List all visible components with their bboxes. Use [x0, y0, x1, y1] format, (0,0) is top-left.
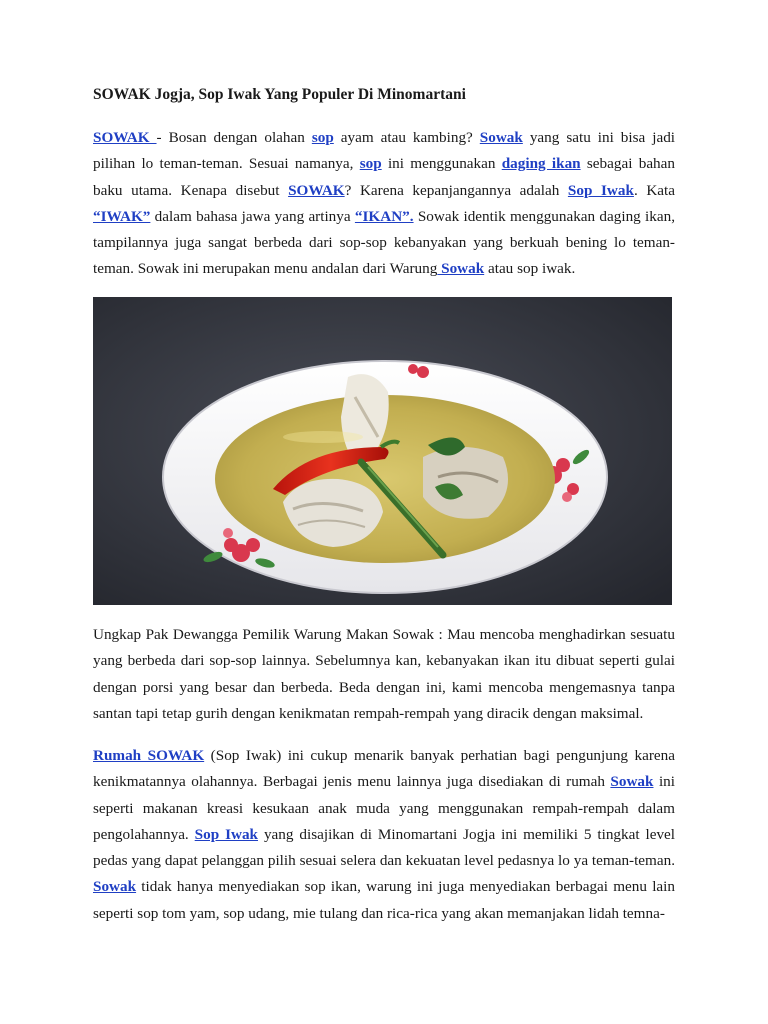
rumah-sowak-paragraph [93, 743, 675, 927]
text-span: ini seperti makanan kreasi kesukaan anak muda yang menggunakan rempah-rempah dalam pengolahannya. [93, 773, 675, 843]
page-title: SOWAK Jogja, Sop Iwak Yang Populer Di Minomartani [93, 86, 466, 103]
intro-paragraph [93, 125, 675, 283]
link-rumah-sowak[interactable]: Rumah SOWAK [93, 747, 205, 764]
text-span: yang satu ini bisa jadi pilihan lo teman-teman. Sesuai namanya, [93, 129, 676, 173]
link-sop-iwak[interactable]: Sop Iwak [567, 181, 634, 199]
fish-soup-bowl-photo [93, 297, 672, 605]
text-span: ayam atau kambing? [333, 129, 480, 146]
link-sowak[interactable]: SOWAK [288, 181, 345, 199]
link-sop[interactable]: sop [311, 129, 334, 146]
link-sowak[interactable]: Sowak [479, 129, 523, 146]
text-span: ini menggunakan [381, 155, 502, 173]
link-iwak[interactable]: “IWAK” [93, 207, 151, 225]
text-span: Sowak identik menggunakan daging ikan, tampilannya juga sangat berbeda dari sop-sop kebanyakan yang berkuah bening lo teman-teman. Sowak ini merupakan menu andalan dari Warung [93, 207, 675, 278]
link-sowak[interactable]: Sowak [93, 878, 137, 896]
text-span: ? Karena kepanjangannya adalah [344, 181, 568, 199]
text-span: sebagai bahan baku utama. Kenapa disebut [93, 155, 675, 199]
link-ikan[interactable]: “IKAN”. [354, 207, 414, 225]
text-span: tidak hanya menyediakan sop ikan, warung ini juga menyediakan berbagai menu lain seperti sop tom yam, sop udang, mie tulang dan rica-rica yang akan memanjakan lidah temna- [93, 878, 675, 922]
link-daging-ikan[interactable]: daging ikan [501, 155, 581, 173]
text-span: - Bosan dengan olahan [156, 129, 312, 146]
text-span: atau sop iwak. [484, 260, 576, 278]
text-span: dalam bahasa jawa yang artinya [150, 207, 355, 225]
text-span: . Kata [633, 181, 676, 199]
link-sowak[interactable]: Sowak [437, 260, 485, 278]
text-span: (Sop Iwak) ini cukup menarik banyak perhatian bagi pengunjung karena kenikmatannya olahannya. Berbagai jenis menu lainnya juga disediakan di rumah [93, 747, 676, 791]
link-sowak[interactable]: SOWAK [93, 129, 157, 146]
fish-piece-right [423, 447, 508, 519]
link-sop-iwak[interactable]: Sop Iwak [194, 825, 259, 843]
text-span: yang disajikan di Minomartani Jogja ini memiliki 5 tingkat level pedas yang dapat pelanggan pilih sesuai selera dan kekuatan level pedasnya lo ya teman-teman. [93, 825, 676, 870]
link-sowak[interactable]: Sowak [610, 773, 654, 791]
quote-paragraph: Ungkap Pak Dewangga Pemilik Warung Makan Sowak : Mau mencoba menghadirkan sesuatu yang berbeda dari sop-sop lainnya. Sebelumnya kan, kebanyakan ikan itu dibuat seperti gulai dengan porsi yang besar dan berbeda. Beda dengan ini, kami mencoba mengemasnya tanpa santan tapi tetap gurih dengan kenikmatan rempah-rempah yang diracik dengan maksimal. [93, 626, 675, 722]
link-sop[interactable]: sop [359, 155, 382, 173]
